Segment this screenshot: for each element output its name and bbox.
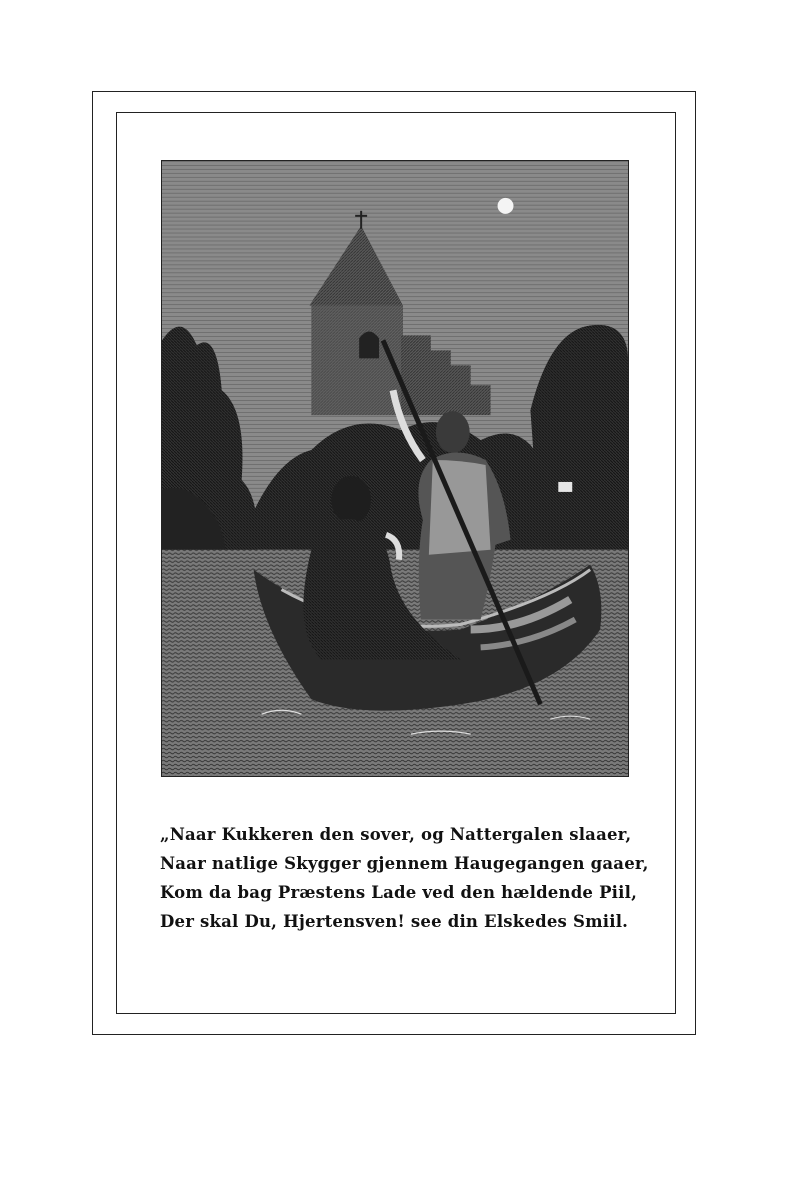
- verse-line-3: Kom da bag Præstens Lade ved den hældende Piil,: [160, 883, 638, 902]
- moon: [498, 198, 514, 214]
- engraving-illustration: [161, 160, 629, 777]
- verse-line-2: Naar natlige Skygger gjennem Haugegangen gaaer,: [160, 854, 649, 873]
- verse-line-1: „Naar Kukkeren den sover, og Nattergalen slaaer,: [160, 825, 632, 844]
- verse-stanza: [160, 820, 649, 936]
- verse-line-4: Der skal Du, Hjertensven! see din Elskedes Smiil.: [160, 912, 629, 931]
